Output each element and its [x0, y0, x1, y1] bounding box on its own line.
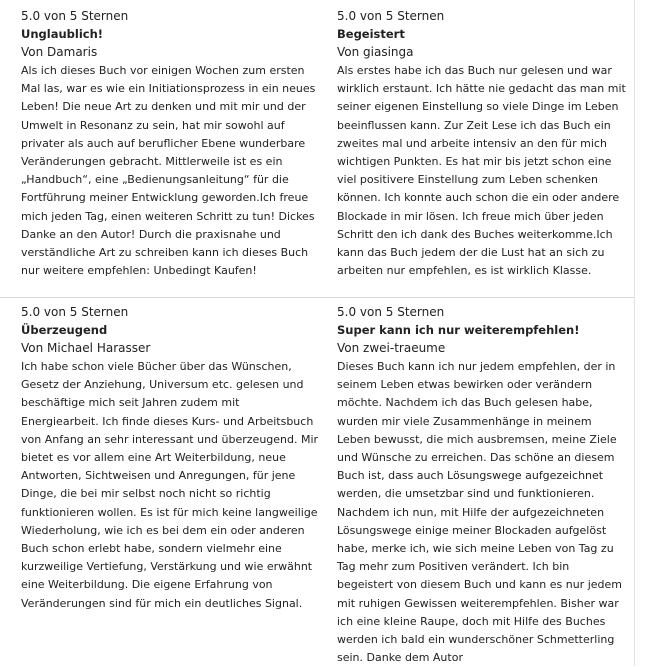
review-rating: 5.0 von 5 Sternen	[21, 305, 129, 319]
review-title[interactable]: Unglaublich!	[21, 27, 104, 41]
review-author: Von Michael Harasser	[21, 341, 151, 355]
review-rating: 5.0 von 5 Sternen	[337, 9, 445, 23]
review-author: Von zwei-traeume	[337, 341, 446, 355]
review-body: Dieses Buch kann ich nur jedem empfehlen, der in seinem Leben etwas bewirken oder verändern möchte. Nachdem ich das Buch gelesen habe, wurden mir viele Zusammenhänge in meinem Leben bewusst, die mich ausbremsen, meine Ziele und Wünsche zu erreichen. Das schöne an diesem Buch ist, dass auch Lösungswege aufgezeichnet werden, die umsetzbar sind und funktionieren. Nachdem ich nun, mit Hilfe der aufgezeichneten Lösungswege einige meiner Blockaden aufgelöst habe, merke ich, wie sich meine Leben von Tag zu Tag mehr zum Positiven verändert. Ich bin begeistert von diesem Buch und kann es nur jedem mit ruhigen Gewissen weiterempfehlen. Bisher war ich eine kleine Raupe, doch mit Hilfe des Buches werden ich bald ein wunderschöner Schmetterling sein. Danke dem Autor	[337, 360, 622, 665]
review-author: Von giasinga	[337, 45, 414, 59]
review-body: Ich habe schon viele Bücher über das Wünschen, Gesetz der Anziehung, Universum etc. gelesen und beschäftige mich seit Jahren zudem mit Energiearbeit. Ich finde dieses Kurs- und Arbeitsbuch von Anfang an sehr interessant und überzeugend. Mir bietet es vor allem eine Art Weiterbildung, neue Antworten, Sichtweisen und Anregungen, für jene Dinge, die bei mir selbst noch nicht so richtig funktionieren wollen. Es ist für mich keine langweilige Wiederholung, wie ich es bei dem ein oder anderen Buch schon erlebt habe, sondern vielmehr eine kurzweilige Vertiefung, Verstärkung und wie erwähnt eine Weiterbildung. Die eigene Erfahrung von Veränderungen sind für mich ein deutliches Signal.	[21, 360, 319, 610]
review-rating: 5.0 von 5 Sternen	[337, 305, 445, 319]
row-divider	[0, 297, 634, 298]
review-title[interactable]: Überzeugend	[21, 323, 108, 337]
review-rating: 5.0 von 5 Sternen	[21, 9, 129, 23]
review-author: Von Damaris	[21, 45, 98, 59]
review-card	[21, 304, 319, 613]
review-title[interactable]: Begeistert	[337, 27, 405, 41]
review-title[interactable]: Super kann ich nur weiterempfehlen!	[337, 323, 580, 337]
review-body: Als erstes habe ich das Buch nur gelesen und war wirklich erstaunt. Ich hätte nie gedacht das man mit seiner eigenen Einstellung so viele Dinge im Leben beeinflussen kann. Zur Zeit Lese ich das Buch ein zweites mal und arbeite intensiv an den für mich wichtigen Punkten. Es hat mir bis jetzt schon eine viel positivere Einstellung zum Leben schenken können. Ich konnte auch schon die ein oder andere Blockade in mir lösen. Ich freue mich über jeden Schritt den ich dank des Buches weiterkomme.Ich kann das Buch jedem der die Lust hat an sich zu arbeiten nur empfehlen, es ist wirklich Klasse.	[337, 64, 626, 278]
review-card	[337, 304, 627, 667]
review-card	[21, 8, 319, 280]
review-body: Als ich dieses Buch vor einigen Wochen zum ersten Mal las, war es wie ein Initiationsprozess in ein neues Leben! Die neue Art zu denken und mit mir und der Umwelt in Resonanz zu sein, hat mir sowohl auf privater als auch auf beruflicher Ebene wunderbare Veränderungen gebracht. Mittlerweile ist es ein „Handbuch“, eine „Bedienungsanleitung“ für die Fortführung meiner Entwicklung geworden.Ich freue mich jeden Tag, einen weiteren Schritt zu tun! Dickes Danke an den Autor! Durch die praxisnahe und verständliche Art zu schreiben kann ich dieses Buch nur weitere empfehlen: Unbedingt Kaufen!	[21, 64, 316, 278]
review-card	[337, 8, 627, 280]
